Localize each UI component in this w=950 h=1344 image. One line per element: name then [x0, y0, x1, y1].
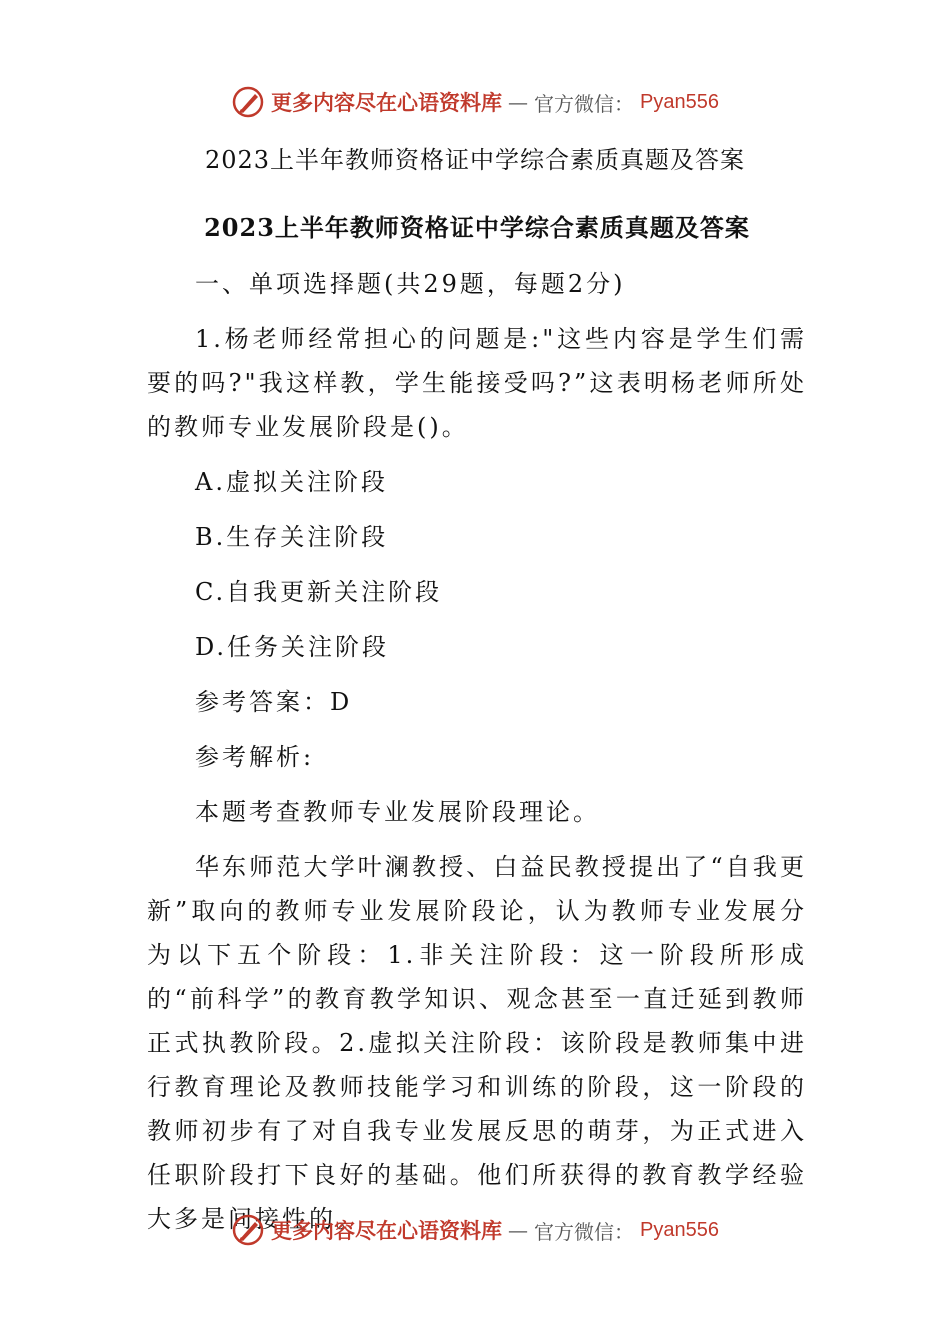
watermark-contact-id: Pyan556 — [640, 1218, 719, 1241]
watermark-contact-id: Pyan556 — [640, 90, 719, 113]
question-text: 1.杨老师经常担心的问题是:"这些内容是学生们需要的吗?"我这样教，学生能接受吗?”这表明杨老师所处的教师专业发展阶段是()。 — [147, 325, 807, 441]
document-heading: 2023上半年教师资格证中学综合素质真题及答案 — [204, 213, 750, 242]
analysis-intro: 本题考查教师专业发展阶段理论。 — [195, 798, 600, 826]
quill-pen-logo-icon — [231, 85, 265, 119]
header-watermark — [0, 82, 950, 122]
quill-pen-logo-icon — [231, 1213, 265, 1247]
analysis-body: 华东师范大学叶澜教授、白益民教授提出了“自我更新”取向的教师专业发展阶段论，认为教师专业发展分为以下五个阶段：1.非关注阶段：这一阶段所形成的“前科学”的教育教学知识、观念甚至一直迁延到教师正式执教阶段。2.虚拟关注阶段：该阶段是教师集中进行教育理论及教师技能学习和训练的阶段，这一阶段的教师初步有了对自我专业发展反思的萌芽，为正式进入任职阶段打下良好的基础。他们所获得的教育教学经验大多是间接性的。 — [147, 853, 807, 1233]
option-c: C.自我更新关注阶段 — [195, 578, 443, 606]
watermark-brand: 更多内容尽在心语资料库 — [271, 90, 503, 115]
watermark-dash: — — [508, 1218, 529, 1242]
option-b: B.生存关注阶段 — [195, 523, 389, 551]
watermark-dash: — — [508, 90, 529, 114]
option-a: A.虚拟关注阶段 — [195, 468, 388, 496]
footer-watermark — [0, 1210, 950, 1250]
document-body — [147, 208, 807, 1252]
answer-text: 参考答案：D — [195, 688, 353, 716]
option-d: D.任务关注阶段 — [195, 633, 390, 661]
watermark-contact-label: 官方微信： — [534, 91, 635, 116]
section-heading: 一、单项选择题(共29题，每题2分) — [195, 270, 626, 298]
watermark-contact-label: 官方微信： — [534, 1219, 635, 1244]
page-title: 2023上半年教师资格证中学综合素质真题及答案 — [204, 146, 746, 174]
watermark-brand: 更多内容尽在心语资料库 — [271, 1218, 503, 1243]
analysis-label: 参考解析: — [195, 743, 315, 771]
